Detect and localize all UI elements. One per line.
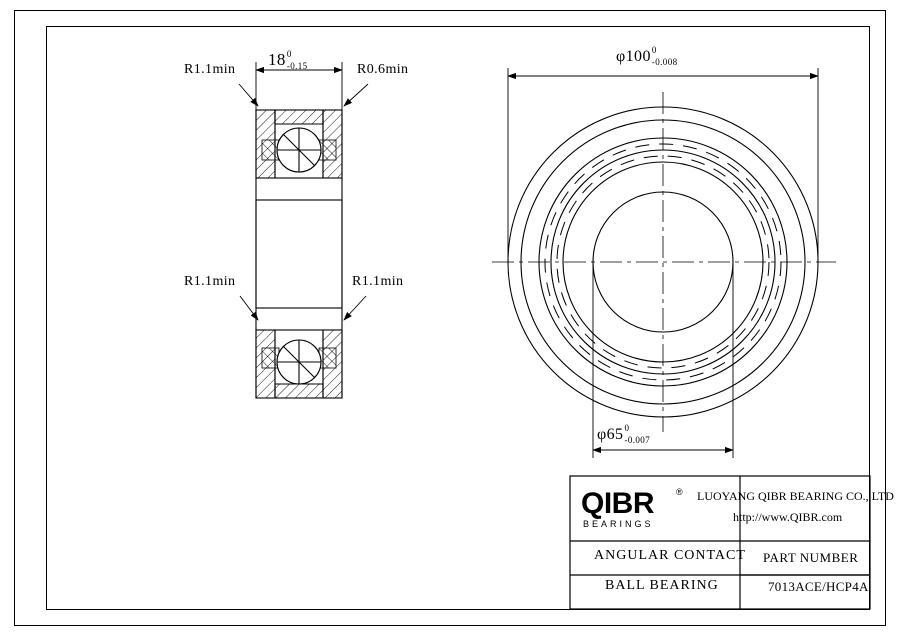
product-line-2: BALL BEARING bbox=[605, 578, 719, 593]
label-chamfer-bottom-right: R1.1min bbox=[352, 274, 404, 289]
label-chamfer-bottom-left: R1.1min bbox=[184, 274, 236, 289]
company-website[interactable]: http://www.QIBR.com bbox=[733, 510, 843, 524]
label-bore-diameter: φ65 0 -0.007 bbox=[597, 423, 651, 445]
label-outer-diameter: φ100 0 -0.008 bbox=[616, 45, 678, 67]
part-number-value: 7013ACE/HCP4A bbox=[768, 579, 869, 594]
label-chamfer-top-left: R1.1min bbox=[184, 62, 236, 77]
label-width-dimension: 18 0 -0.15 bbox=[268, 49, 308, 71]
logo-qibr: QIBR bbox=[581, 487, 654, 520]
part-number-label: PART NUMBER bbox=[763, 550, 859, 565]
logo-registered-icon: ® bbox=[676, 487, 683, 497]
label-chamfer-top-right: R0.6min bbox=[357, 62, 409, 77]
company-name: LUOYANG QIBR BEARING CO., LTD bbox=[697, 489, 894, 503]
center-lines bbox=[492, 92, 836, 432]
logo-subtitle: BEARINGS bbox=[583, 519, 654, 529]
product-line-1: ANGULAR CONTACT bbox=[594, 548, 746, 563]
section-view-group bbox=[256, 110, 342, 398]
